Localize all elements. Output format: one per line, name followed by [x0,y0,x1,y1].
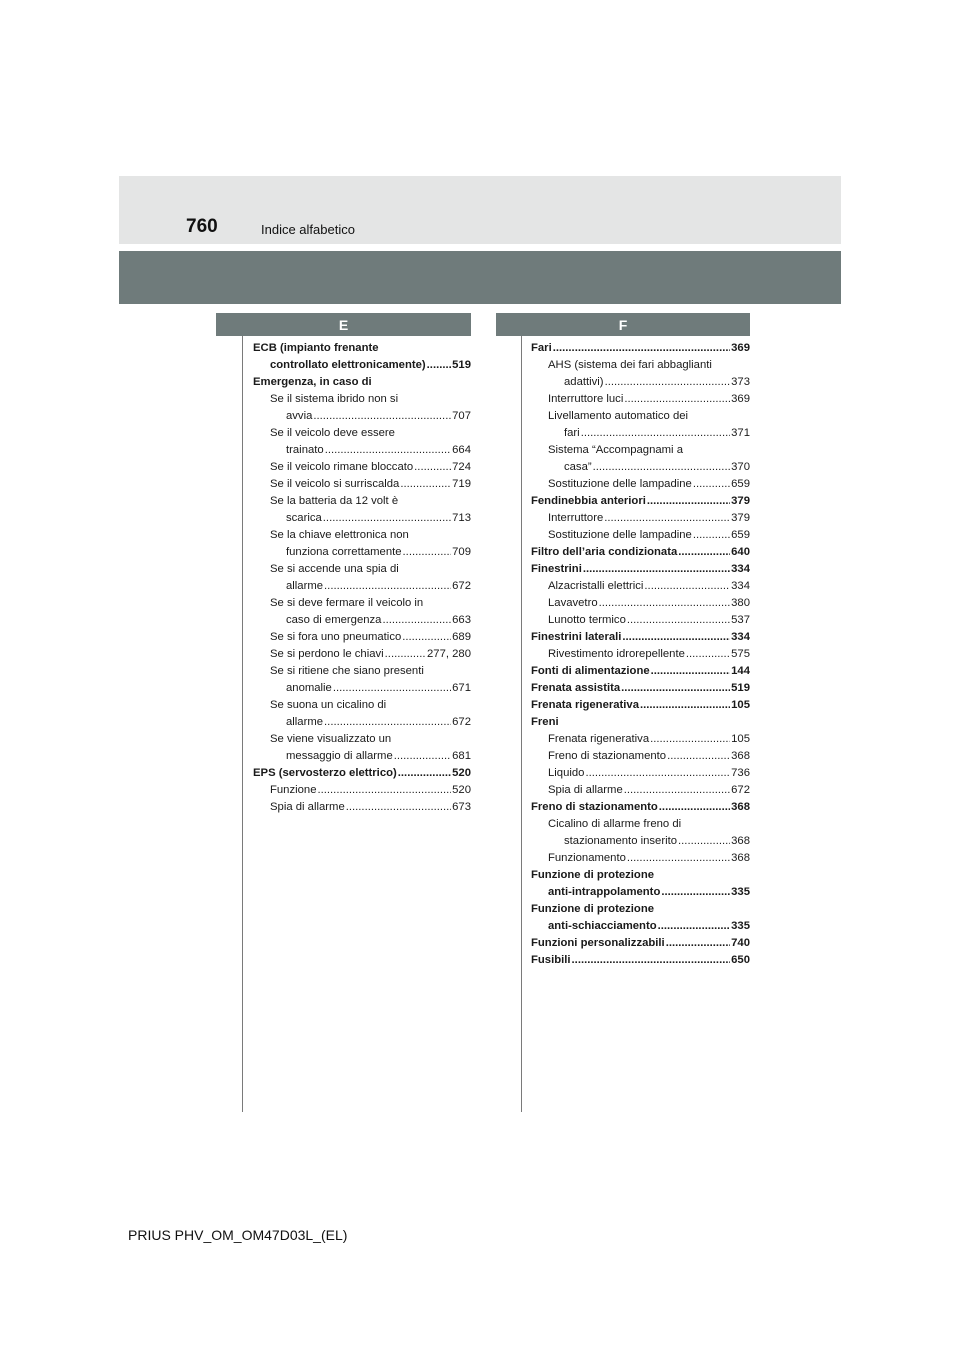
index-entry-page: 709 [452,546,471,558]
index-entry-page: 663 [452,614,471,626]
index-entry-page: 707 [452,410,471,422]
index-entry [531,663,750,680]
index-entry [531,629,750,646]
index-entry-term: casa” [564,461,592,473]
index-entry-page: 672 [452,580,471,592]
index-entry-term: anomalie [286,682,332,694]
index-entry-page: 379 [731,512,750,524]
index-entry-page: 379 [731,495,750,507]
letter-tab-f: F [496,313,750,336]
index-entry-page: 640 [731,546,750,558]
header-band [119,251,841,304]
index-column-f [531,340,750,969]
index-entry-page: 659 [731,529,750,541]
index-entry-term: stazionamento inserito [564,835,678,847]
dot-leader [324,714,451,731]
index-entry-page: 520 [452,767,471,779]
index-entry-page: 671 [452,682,471,694]
index-entry-term: avvia [286,410,313,422]
dot-leader [572,952,731,969]
dot-leader [647,493,730,510]
index-entry-page: 650 [731,954,750,966]
index-entry-page: 672 [731,784,750,796]
index-entry-term: ECB (impianto frenante [253,342,379,354]
index-entry-page: 689 [452,631,471,643]
dot-leader [398,765,451,782]
index-entry-page: 368 [731,801,750,813]
index-entry [253,510,471,527]
dot-leader [403,544,452,561]
index-entry [253,578,471,595]
index-entry-term: Se suona un cicalino di [270,699,387,711]
index-entry [253,544,471,561]
index-entry-term: Alzacristalli elettrici [548,580,644,592]
index-entry-term: Rivestimento idrorepellente [548,648,685,660]
index-entry [531,527,750,544]
index-entry [531,782,750,799]
index-entry [531,952,750,969]
dot-leader [604,510,730,527]
index-entry-term: Funzione di protezione [531,869,655,881]
index-entry [253,476,471,493]
index-entry-page: 368 [731,750,750,762]
index-entry-term: Fari [531,342,552,354]
index-entry-term: Spia di allarme [548,784,623,796]
dot-leader [593,459,731,476]
dot-leader [402,629,451,646]
index-entry-page: 368 [731,852,750,864]
index-entry-term: Livellamento automatico dei [548,410,689,422]
index-entry-term: Spia di allarme [270,801,345,813]
index-entry-term: Se si accende una spia di [270,563,399,575]
index-entry-page: 334 [731,580,750,592]
index-entry [531,595,750,612]
dot-leader [640,697,730,714]
column-divider-left [242,336,243,1112]
letter-tab-e: E [216,313,471,336]
dot-leader [622,629,730,646]
dot-leader [667,748,730,765]
index-entry-page: 144 [731,665,750,677]
index-entry [531,425,750,442]
index-entry [253,663,471,680]
index-entry-term: Funzione di protezione [531,903,655,915]
dot-leader [400,476,451,493]
dot-leader [650,731,730,748]
dot-leader [382,612,451,629]
dot-leader [585,765,730,782]
index-entry [253,748,471,765]
index-entry [531,748,750,765]
index-entry-term: allarme [286,580,324,592]
index-entry-page: 519 [452,359,471,371]
index-entry [253,799,471,816]
index-entry [531,476,750,493]
section-title: Indice alfabetico [261,222,355,237]
index-entry-term: Se il veicolo rimane bloccato [270,461,414,473]
dot-leader [394,748,451,765]
index-entry [531,357,750,374]
index-entry-term: Se si fora uno pneumatico [270,631,402,643]
dot-leader [583,561,730,578]
index-entry [531,374,750,391]
dot-leader [661,884,730,901]
index-entry [531,646,750,663]
index-entry-page: 105 [731,699,750,711]
index-entry-term: Fendinebbia anteriori [531,495,646,507]
index-entry [253,714,471,731]
index-entry-term: anti-schiacciamento [548,920,657,932]
index-entry-page: 681 [452,750,471,762]
index-entry-term: Sostituzione delle lampadine [548,529,692,541]
dot-leader [678,544,730,561]
index-entry [253,629,471,646]
index-entry [531,459,750,476]
index-entry-term: Finestrini laterali [531,631,622,643]
index-entry-term: fari [564,427,580,439]
index-entry-term: EPS (servosterzo elettrico) [253,767,397,779]
index-entry-term: Se la chiave elettronica non [270,529,409,541]
dot-leader [621,680,730,697]
dot-leader [581,425,730,442]
index-entry [531,442,750,459]
index-entry-term: Cicalino di allarme freno di [548,818,682,830]
index-entry-term: Freno di stazionamento [548,750,667,762]
index-entry [253,408,471,425]
index-entry [253,561,471,578]
index-entry [253,442,471,459]
index-column-e [253,340,471,816]
index-entry-term: Se il veicolo si surriscalda [270,478,400,490]
dot-leader [644,578,730,595]
index-entry [253,425,471,442]
dot-leader [414,459,451,476]
index-entry-page: 334 [731,631,750,643]
index-entry-page: 373 [731,376,750,388]
dot-leader [659,799,730,816]
index-entry-page: 105 [731,733,750,745]
index-entry-page: 672 [452,716,471,728]
index-entry-term: Se si deve fermare il veicolo in [270,597,424,609]
index-entry [531,578,750,595]
index-entry [253,697,471,714]
index-entry-term: Frenata rigenerativa [548,733,650,745]
dot-leader [651,663,731,680]
index-entry [531,867,750,884]
dot-leader [678,833,730,850]
index-entry [531,408,750,425]
index-entry [531,833,750,850]
dot-leader [427,357,451,374]
dot-leader [693,476,730,493]
index-entry-page: 277, 280 [427,648,471,660]
dot-leader [686,646,730,663]
index-entry [531,884,750,901]
index-entry-term: Liquido [548,767,585,779]
index-entry [253,765,471,782]
index-entry-term: trainato [286,444,324,456]
index-entry-page: 519 [731,682,750,694]
index-entry-term: Lavavetro [548,597,598,609]
index-entry [253,527,471,544]
index-entry [531,391,750,408]
index-entry-page: 369 [731,342,750,354]
index-entry [253,357,471,374]
index-entry-term: Fusibili [531,954,571,966]
index-entry-term: Frenata rigenerativa [531,699,639,711]
index-entry-term: Funzione [270,784,317,796]
header-bar [119,176,841,244]
index-entry [253,782,471,799]
index-entry [531,816,750,833]
index-entry [531,850,750,867]
index-entry-page: 713 [452,512,471,524]
dot-leader [324,578,451,595]
page-number: 760 [186,216,218,237]
index-entry-term: Se viene visualizzato un [270,733,392,745]
document-code: PRIUS PHV_OM_OM47D03L_(EL) [128,1227,348,1243]
index-entry-term: Se si ritiene che siano presenti [270,665,424,677]
index-entry [531,765,750,782]
index-entry-term: adattivi) [564,376,604,388]
index-entry [253,493,471,510]
index-entry [253,612,471,629]
index-entry-page: 740 [731,937,750,949]
index-entry [253,646,471,663]
index-entry-term: caso di emergenza [286,614,382,626]
index-entry-term: Lunotto termico [548,614,626,626]
index-entry-term: Fonti di alimentazione [531,665,650,677]
index-entry-term: controllato elettronicamente) [270,359,426,371]
index-entry-term: Se la batteria da 12 volt è [270,495,399,507]
index-entry-term: Se il sistema ibrido non si [270,393,399,405]
index-entry-page: 520 [452,784,471,796]
index-entry-page: 719 [452,478,471,490]
index-entry-page: 371 [731,427,750,439]
index-entry [531,340,750,357]
index-entry-page: 370 [731,461,750,473]
index-entry-term: Funzioni personalizzabili [531,937,665,949]
index-entry [253,391,471,408]
index-entry-term: Sostituzione delle lampadine [548,478,692,490]
index-entry [253,731,471,748]
index-entry-page: 369 [731,393,750,405]
index-entry [531,680,750,697]
index-entry [253,340,471,357]
index-entry-term: funziona correttamente [286,546,402,558]
dot-leader [553,340,730,357]
index-entry-term: Freno di stazionamento [531,801,658,813]
index-entry-term: Funzionamento [548,852,626,864]
index-entry-page: 537 [731,614,750,626]
index-entry [531,901,750,918]
dot-leader [385,646,426,663]
dot-leader [346,799,451,816]
index-entry-term: Interruttore [548,512,604,524]
index-entry [531,714,750,731]
index-entry [531,612,750,629]
index-entry-page: 334 [731,563,750,575]
index-entry-term: Se il veicolo deve essere [270,427,395,439]
column-divider-right [521,336,522,1112]
index-entry [531,935,750,952]
dot-leader [658,918,731,935]
dot-leader [333,680,451,697]
index-entry-page: 659 [731,478,750,490]
index-entry-term: messaggio di allarme [286,750,393,762]
index-entry-page: 335 [731,886,750,898]
dot-leader [323,510,451,527]
dot-leader [693,527,730,544]
dot-leader [317,782,451,799]
dot-leader [627,612,730,629]
index-entry-term: scarica [286,512,322,524]
index-entry-term: Se si perdono le chiavi [270,648,384,660]
index-entry [531,731,750,748]
index-entry-term: allarme [286,716,324,728]
index-entry-term: Freni [531,716,559,728]
index-entry-term: Finestrini [531,563,582,575]
index-entry [531,918,750,935]
dot-leader [599,595,731,612]
dot-leader [666,935,730,952]
index-entry [531,697,750,714]
index-entry-page: 368 [731,835,750,847]
index-entry-page: 673 [452,801,471,813]
index-entry-term: Frenata assistita [531,682,621,694]
dot-leader [313,408,451,425]
dot-leader [627,850,730,867]
index-entry [253,374,471,391]
index-entry [253,459,471,476]
index-entry-page: 335 [731,920,750,932]
index-entry-page: 664 [452,444,471,456]
index-entry [531,510,750,527]
index-entry-page: 736 [731,767,750,779]
index-entry-term: Sistema “Accompagnami a [548,444,683,456]
index-entry [531,493,750,510]
index-entry [531,561,750,578]
index-entry [531,544,750,561]
dot-leader [624,391,730,408]
index-entry-term: Interruttore luci [548,393,624,405]
index-entry-term: anti-intrappolamento [548,886,661,898]
dot-leader [325,442,451,459]
index-entry [253,595,471,612]
index-entry-page: 724 [452,461,471,473]
index-entry-page: 380 [731,597,750,609]
index-entry [531,799,750,816]
dot-leader [605,374,731,391]
index-entry-term: Emergenza, in caso di [253,376,372,388]
index-entry-page: 575 [731,648,750,660]
index-entry-term: AHS (sistema dei fari abbaglianti [548,359,712,371]
dot-leader [624,782,730,799]
index-entry-term: Filtro dell’aria condizionata [531,546,678,558]
index-entry [253,680,471,697]
